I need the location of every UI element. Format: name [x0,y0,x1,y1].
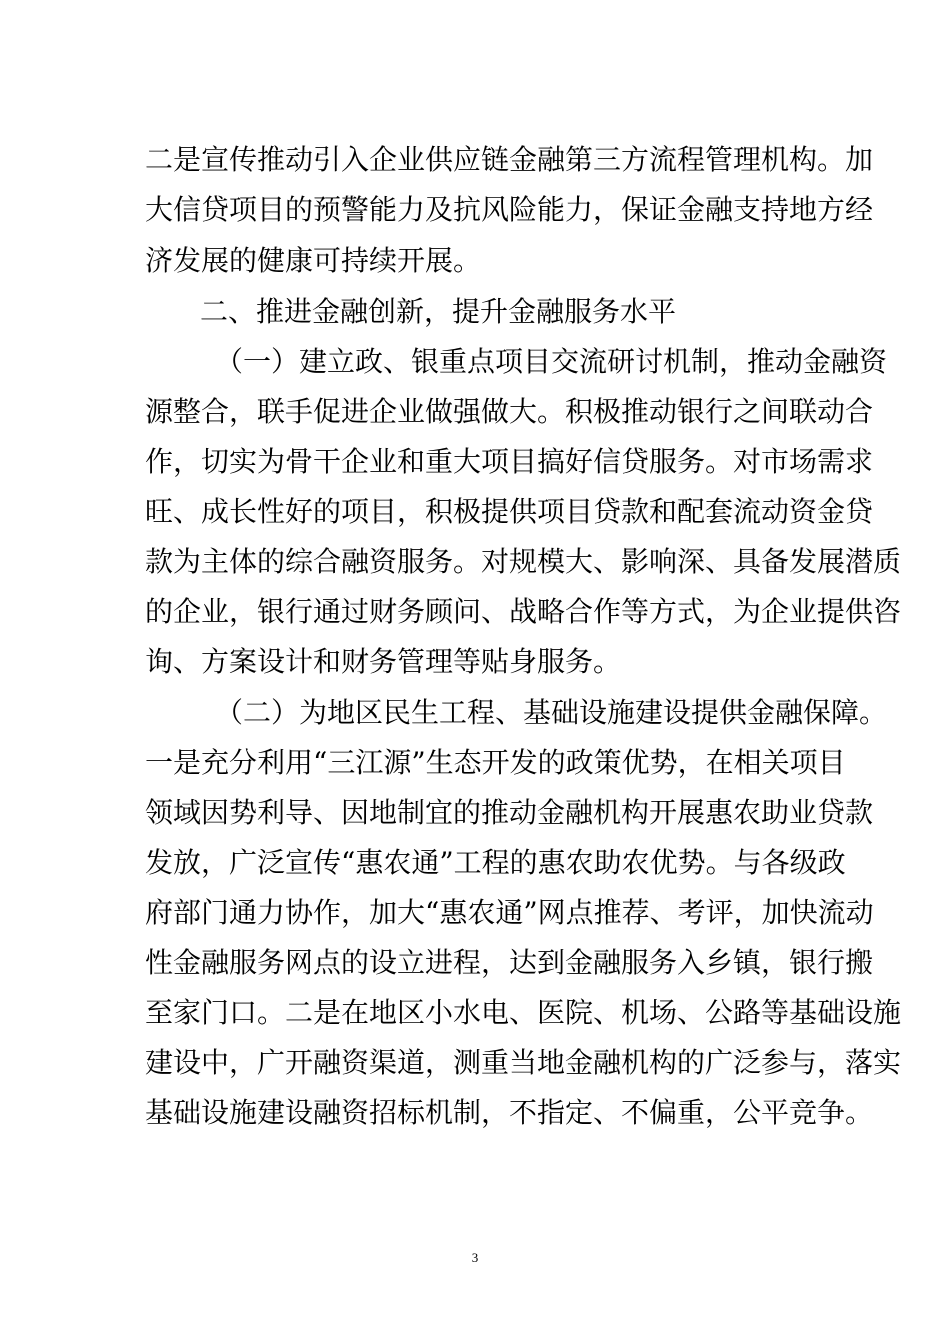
paragraph-line: 府部门通力协作，加大“惠农通”网点推荐、考评，加快流动 [145,896,874,929]
paragraph-line: 一是充分利用“三江源”生态开发的政策优势，在相关项目 [145,746,846,779]
paragraph-line: 济发展的健康可持续开展。 [145,244,482,277]
paragraph-line: 询、方案设计和财务管理等贴身服务。 [145,645,622,678]
paragraph-line: 发放，广泛宣传“惠农通”工程的惠农助农优势。与各级政 [145,846,846,879]
paragraph-line: 二是宣传推动引入企业供应链金融第三方流程管理机构。加 [145,143,874,176]
paragraph-line: 作，切实为骨干企业和重大项目搞好信贷服务。对市场需求 [145,445,874,478]
paragraph-line: 建设中，广开融资渠道，测重当地金融机构的广泛参与，落实 [145,1046,902,1079]
section-heading: 二、推进金融创新，提升金融服务水平 [200,295,677,328]
paragraph-line: 至家门口。二是在地区小水电、医院、机场、公路等基础设施 [145,996,902,1029]
paragraph-line: 源整合，联手促进企业做强做大。积极推动银行之间联动合 [145,395,874,428]
subsection-heading: （二）为地区民生工程、基础设施建设提供金融保障。 [215,696,888,729]
paragraph-line: 大信贷项目的预警能力及抗风险能力，保证金融支持地方经 [145,193,874,226]
page-number: 3 [471,1250,479,1265]
paragraph-line: 的企业，银行通过财务顾问、战略合作等方式，为企业提供咨 [145,595,902,628]
paragraph-line: 款为主体的综合融资服务。对规模大、影响深、具备发展潜质 [145,545,902,578]
paragraph-line: 领域因势利导、因地制宜的推动金融机构开展惠农助业贷款 [145,796,874,829]
paragraph-line: 基础设施建设融资招标机制，不指定、不偏重，公平竞争。 [145,1096,874,1129]
paragraph-line: 性金融服务网点的设立进程，达到金融服务入乡镇，银行搬 [145,946,874,979]
paragraph-line: 旺、成长性好的项目，积极提供项目贷款和配套流动资金贷 [145,495,874,528]
subsection-heading: （一）建立政、银重点项目交流研讨机制，推动金融资 [215,345,888,378]
